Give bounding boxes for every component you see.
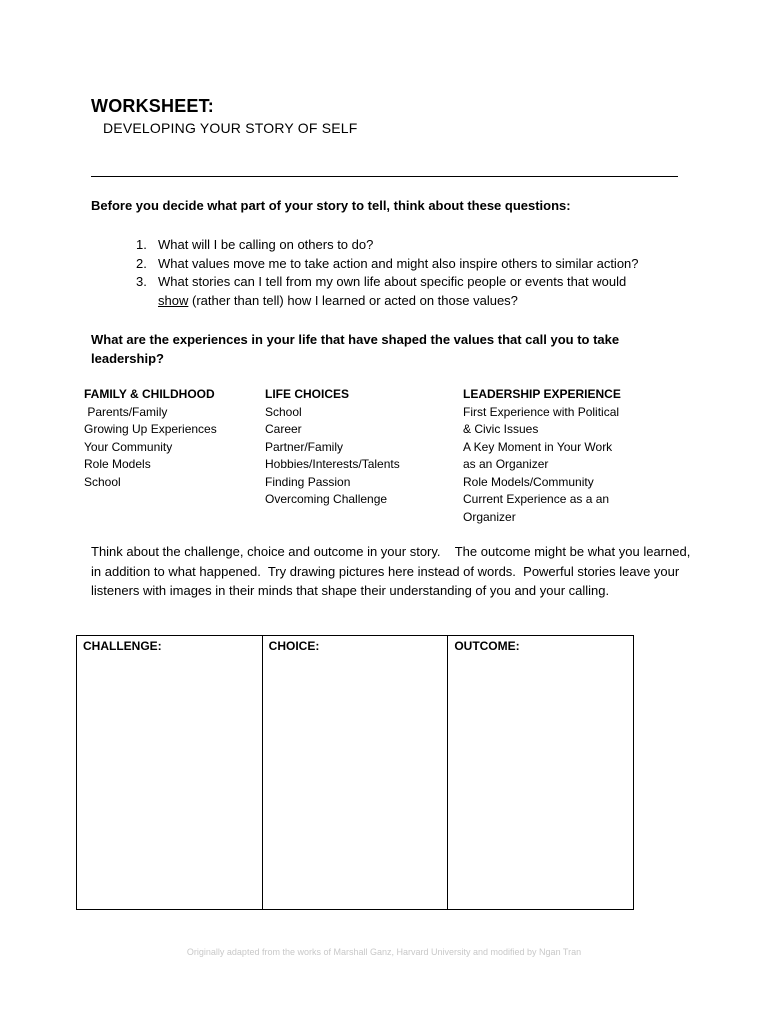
question-number: 2.: [136, 255, 147, 271]
question-item: [91, 236, 691, 255]
challenge-choice-outcome-table: [76, 635, 634, 910]
question-number: 1.: [136, 237, 147, 252]
outcome-header: OUTCOME:: [454, 639, 520, 653]
question-item: [91, 273, 691, 310]
values-question: What are the experiences in your life that have shaped the values that call you to take leadership?: [91, 332, 620, 366]
worksheet-title: WORKSHEET:: [91, 96, 214, 116]
question-item: [91, 255, 691, 274]
question-text-continued: (rather than tell) how I learned or acted on those values?: [191, 292, 518, 308]
column-item: First Experience with Political: [463, 404, 620, 419]
column-item: Current Experience as a an: [463, 492, 610, 506]
column-item: School: [265, 404, 302, 419]
column-item: Partner/Family: [265, 439, 344, 454]
column-item: Hobbies/Interests/Talents: [265, 457, 400, 471]
column-item: Your Community: [84, 439, 173, 454]
challenge-cell[interactable]: [77, 636, 263, 910]
instruction-paragraph: Think about the challenge, choice and outcome in your story. The outcome might be what you learned, in addition to what happened. Try drawing pictures here instead of words. Powerful stories leave your listeners with images in their minds that shape their understanding of you and your calling.: [91, 544, 694, 598]
column-item: School: [84, 474, 121, 489]
column-family-childhood: [84, 386, 254, 491]
column-item: Role Models: [84, 457, 151, 471]
column-item: Career: [265, 422, 302, 436]
question-list: [91, 236, 691, 310]
intro-question: Before you decide what part of your story to tell, think about these questions:: [91, 198, 571, 213]
column-heading: LIFE CHOICES: [265, 387, 350, 401]
question-number: 3.: [136, 274, 147, 289]
column-leadership-experience: [463, 386, 663, 526]
column-life-choices: [265, 386, 445, 509]
question-text: What stories can I tell from my own life about specific people or events that would: [158, 274, 627, 289]
column-heading: FAMILY & CHILDHOOD: [84, 387, 215, 401]
column-item: Overcoming Challenge: [265, 492, 388, 506]
column-item: as an Organizer: [463, 457, 549, 471]
column-heading: LEADERSHIP EXPERIENCE: [463, 387, 621, 401]
question-text: What values move me to take action and might also inspire others to similar action?: [158, 255, 639, 271]
column-item: Role Models/Community: [463, 474, 594, 489]
choice-cell[interactable]: [262, 636, 448, 910]
worksheet-subtitle: DEVELOPING YOUR STORY OF SELF: [103, 120, 358, 136]
question-text: What will I be calling on others to do?: [158, 237, 374, 252]
column-item: Organizer: [463, 509, 516, 524]
underlined-word: show: [158, 292, 189, 308]
divider: [91, 176, 678, 177]
footer-attribution: Originally adapted from the works of Marshall Ganz, Harvard University and modified by Ngan Tran: [186, 947, 582, 957]
challenge-header: CHALLENGE:: [83, 639, 162, 653]
column-item: A Key Moment in Your Work: [463, 439, 613, 454]
column-item: Parents/Family: [84, 404, 168, 419]
column-item: & Civic Issues: [463, 422, 539, 436]
choice-header: CHOICE:: [268, 639, 320, 653]
column-item: Growing Up Experiences: [84, 422, 217, 436]
column-item: Finding Passion: [265, 474, 351, 489]
outcome-cell[interactable]: [448, 636, 634, 910]
